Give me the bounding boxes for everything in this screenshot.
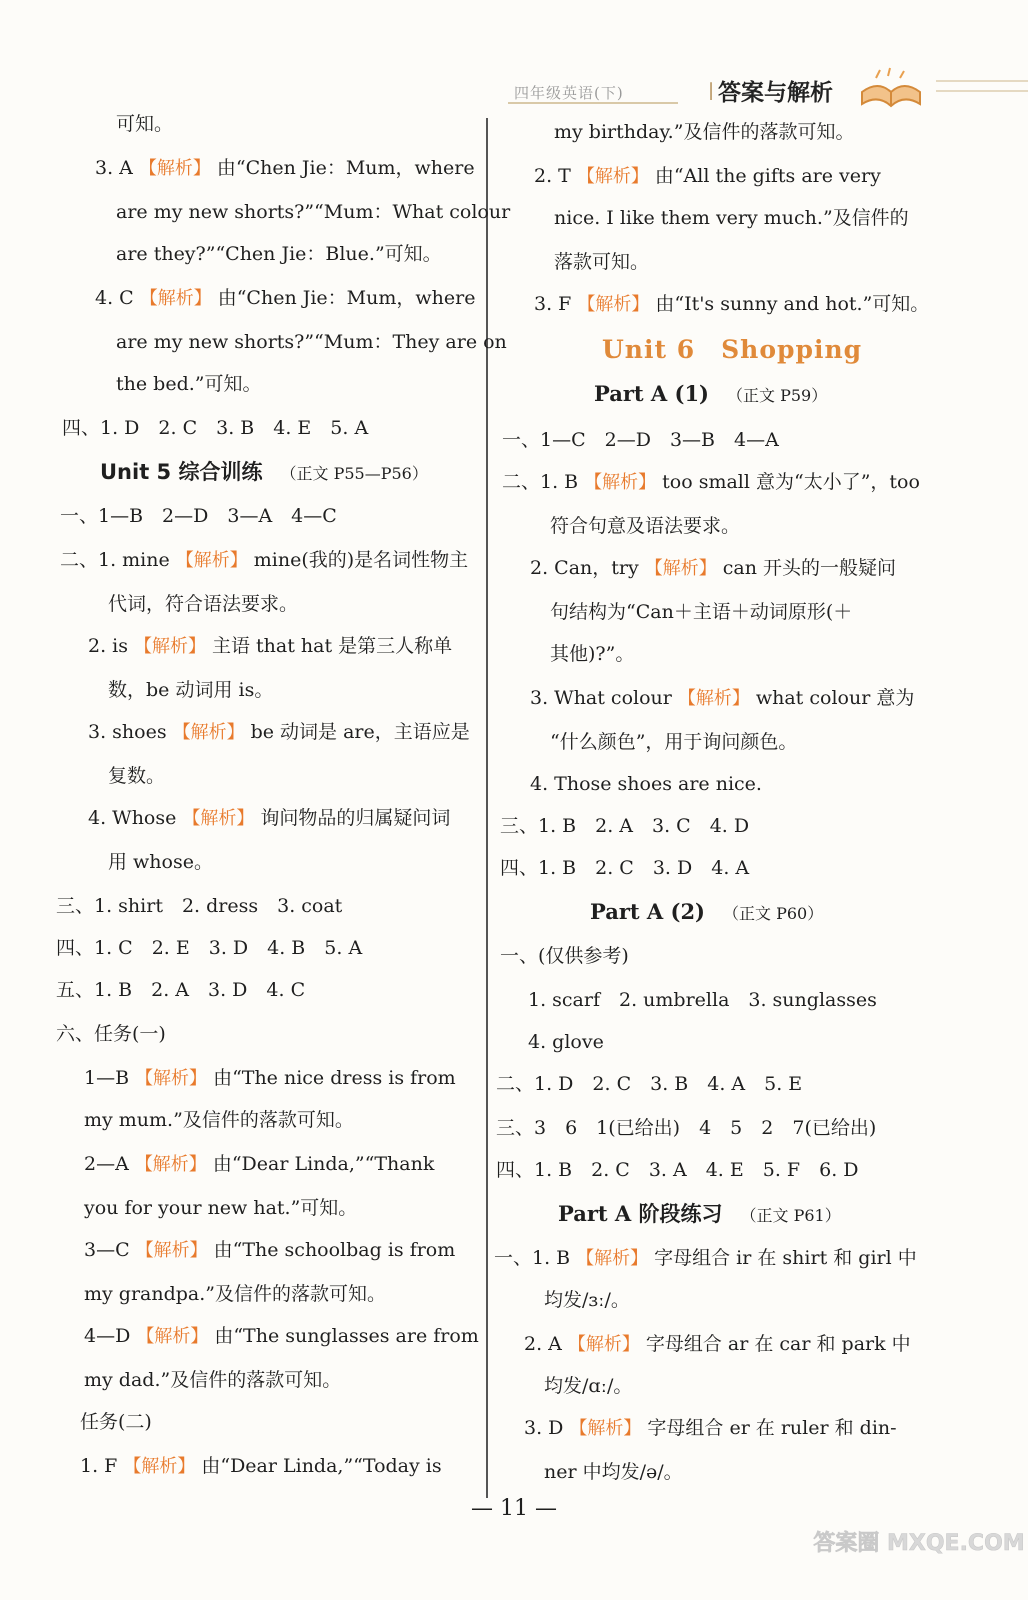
answer-item: 2. Can，try 【解析】 can 开头的一般疑问 (530, 557, 896, 579)
part-heading: Part A (1) （正文 P59） (594, 381, 828, 406)
answer-line: 四、1. D 2. C 3. B 4. E 5. A (62, 417, 369, 439)
answer-line: 4. glove (528, 1031, 604, 1053)
analysis-tag: 【解析】 (139, 288, 212, 309)
answer-item: 4. Whose 【解析】 询问物品的归属疑问词 (88, 807, 451, 829)
analysis-tag: 【解析】 (584, 472, 657, 493)
watermark-logo (813, 1492, 1025, 1582)
answer-line: 四、1. B 2. C 3. A 4. E 5. F 6. D (496, 1159, 859, 1181)
answer-line: my dad.”及信件的落款可知。 (84, 1369, 342, 1391)
unit-heading: Unit 5 综合训练 （正文 P55—P56） (100, 460, 428, 484)
answer-item: 一、1. B 【解析】 字母组合 ir 在 shirt 和 girl 中 (494, 1247, 917, 1269)
analysis-tag: 【解析】 (172, 722, 245, 743)
header-decoration (936, 80, 1028, 100)
analysis-tag: 【解析】 (138, 158, 211, 179)
answer-line: nice. I like them very much.”及信件的 (554, 207, 909, 229)
answer-line: 复数。 (108, 765, 166, 787)
answer-item: 二、1. B 【解析】 too small 意为“太小了”，too (502, 471, 920, 493)
analysis-tag: 【解析】 (123, 1456, 196, 1477)
analysis-tag: 【解析】 (577, 294, 650, 315)
header-separator: | (708, 80, 715, 101)
answer-line: 四、1. B 2. C 3. D 4. A (500, 857, 750, 879)
answer-line: 均发/ɜː/。 (544, 1289, 630, 1311)
unit-heading: Unit 6 Shopping (602, 335, 863, 364)
answer-item: 1—B 【解析】 由“The nice dress is from (84, 1067, 456, 1089)
answer-item: 4. C 【解析】 由“Chen Jie：Mum，where (95, 287, 476, 309)
answer-item: 二、1. mine 【解析】 mine(我的)是名词性物主 (60, 549, 469, 571)
answer-line: 其他)?”。 (550, 643, 635, 665)
open-book-icon (856, 66, 926, 110)
answer-line: ner 中均发/ə/。 (544, 1461, 683, 1483)
answer-line: 六、任务(一) (56, 1023, 166, 1045)
answer-item: 4—D 【解析】 由“The sunglasses are from (84, 1325, 479, 1347)
answer-item: 2. A 【解析】 字母组合 ar 在 car 和 park 中 (524, 1333, 911, 1355)
watermark-text: 答案圈 MXQE.COM (813, 1531, 1025, 1556)
answer-line: are my new shorts?”“Mum：What colour (116, 201, 511, 223)
answer-line: are they?”“Chen Jie：Blue.”可知。 (116, 243, 442, 265)
answer-line: 四、1. C 2. E 3. D 4. B 5. A (56, 937, 363, 959)
analysis-tag: 【解析】 (135, 1240, 208, 1261)
answer-item: 2. is 【解析】 主语 that hat 是第三人称单 (88, 635, 453, 657)
answer-line: 代词，符合语法要求。 (108, 593, 299, 615)
analysis-tag: 【解析】 (135, 1068, 208, 1089)
answer-line: 1. scarf 2. umbrella 3. sunglasses (528, 989, 877, 1011)
answer-line: 符合句意及语法要求。 (550, 515, 741, 537)
part-heading: Part A (2) （正文 P60） (590, 899, 824, 924)
answer-item: 3. A 【解析】 由“Chen Jie：Mum，where (95, 157, 475, 179)
page-number: — 11 — (471, 1496, 557, 1521)
column-divider (486, 118, 488, 1498)
answer-line: 句结构为“Can＋主语＋动词原形(＋ (550, 601, 853, 623)
answer-line: 落款可知。 (554, 251, 650, 273)
answer-line: 五、1. B 2. A 3. D 4. C (56, 979, 306, 1001)
answer-item: 2—A 【解析】 由“Dear Linda,”“Thank (84, 1153, 435, 1175)
answer-line: 三、1. shirt 2. dress 3. coat (56, 895, 343, 917)
answer-item: 3. What colour 【解析】 what colour 意为 (530, 687, 915, 709)
answer-line: 均发/ɑː/。 (544, 1375, 633, 1397)
answer-line: 4. Those shoes are nice. (530, 773, 762, 795)
answer-item: 3. F 【解析】 由“It's sunny and hot.”可知。 (534, 293, 930, 315)
answer-line: “什么颜色”，用于询问颜色。 (550, 731, 798, 753)
analysis-tag: 【解析】 (677, 688, 750, 709)
book-title: 四年级英语(下) (514, 84, 624, 102)
answer-line: my mum.”及信件的落款可知。 (84, 1109, 354, 1131)
header-rule (508, 102, 678, 104)
answer-line: my grandpa.”及信件的落款可知。 (84, 1283, 387, 1305)
answer-item: 3. D 【解析】 字母组合 er 在 ruler 和 din- (524, 1417, 897, 1439)
answer-line: the bed.”可知。 (116, 373, 262, 395)
answer-line: you for your new hat.”可知。 (84, 1197, 358, 1219)
answer-item: 3—C 【解析】 由“The schoolbag is from (84, 1239, 456, 1261)
page-header (508, 66, 1028, 110)
analysis-tag: 【解析】 (175, 550, 248, 571)
analysis-tag: 【解析】 (134, 636, 206, 657)
analysis-tag: 【解析】 (182, 808, 255, 829)
answer-line: 一、1—B 2—D 3—A 4—C (60, 505, 337, 527)
answer-line: 任务(二) (80, 1411, 152, 1433)
analysis-tag: 【解析】 (134, 1154, 207, 1175)
analysis-tag: 【解析】 (576, 1248, 649, 1269)
answer-line: 一、1—C 2—D 3—B 4—A (502, 429, 779, 451)
answer-line: my birthday.”及信件的落款可知。 (554, 121, 855, 143)
answer-line: 一、(仅供参考) (500, 945, 629, 967)
analysis-tag: 【解析】 (576, 166, 649, 187)
answer-line: 二、1. D 2. C 3. B 4. A 5. E (496, 1073, 803, 1095)
answer-item: 1. F 【解析】 由“Dear Linda,”“Today is (80, 1455, 442, 1477)
answer-line: 数，be 动词用 is。 (108, 679, 274, 701)
answer-line: 三、1. B 2. A 3. C 4. D (500, 815, 750, 837)
answer-item: 3. shoes 【解析】 be 动词是 are，主语应是 (88, 721, 470, 743)
analysis-tag: 【解析】 (644, 558, 717, 579)
answer-line: 用 whose。 (108, 851, 213, 873)
answer-line: are my new shorts?”“Mum：They are on (116, 331, 507, 353)
analysis-tag: 【解析】 (136, 1326, 209, 1347)
analysis-tag: 【解析】 (569, 1418, 642, 1439)
answer-item: 2. T 【解析】 由“All the gifts are very (534, 165, 881, 187)
section-title: 答案与解析 (718, 80, 833, 106)
analysis-tag: 【解析】 (567, 1334, 640, 1355)
part-heading: Part A 阶段练习 （正文 P61） (558, 1201, 841, 1226)
answer-line: 可知。 (116, 113, 174, 135)
answer-line: 三、3 6 1(已给出) 4 5 2 7(已给出) (496, 1117, 877, 1139)
